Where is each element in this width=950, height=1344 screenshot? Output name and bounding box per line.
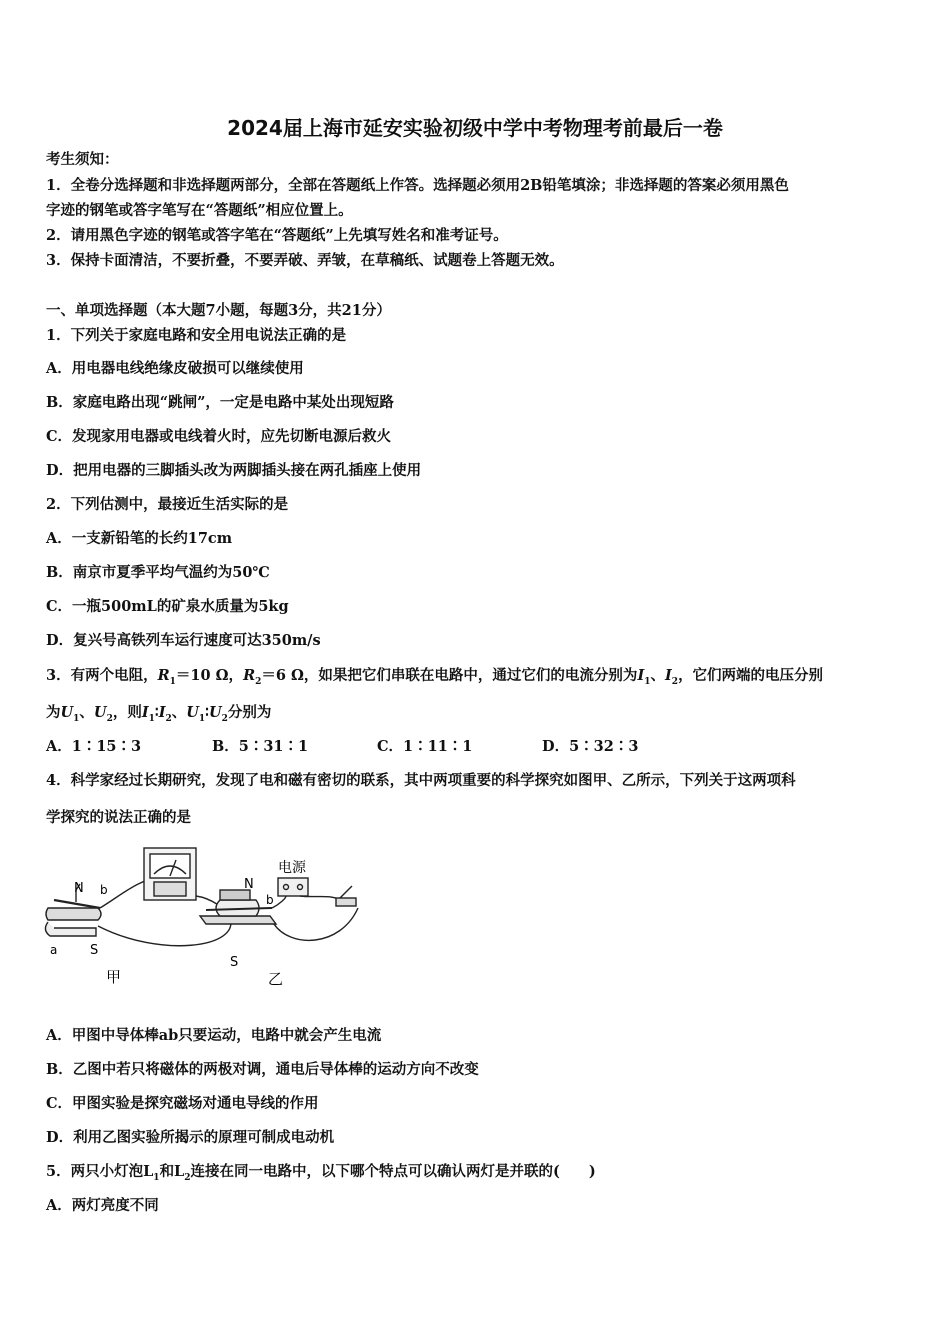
q4-stem-line2: 学探究的说法正确的是 — [46, 809, 191, 826]
figure-jia-N: N — [74, 881, 84, 896]
section-heading: 一、单项选择题（本大题7小题，每题3分，共21分） — [46, 302, 391, 319]
notice-item-2: 2．请用黑色字迹的钢笔或答字笔在“答题纸”上先填写姓名和准考证号。 — [46, 227, 508, 244]
figure-jia-label: 甲 — [106, 968, 122, 986]
figure-jia-S: S — [90, 943, 99, 958]
notice-item-1b: 字迹的钢笔或答字笔写在“答题纸”相应位置上。 — [46, 202, 353, 219]
notice-item-1a: 1．全卷分选择题和非选择题两部分，全部在答题纸上作答。选择题必须用2B铅笔填涂；非选择题的答案必须用黑色 — [46, 177, 789, 194]
figure-yi-b: b — [266, 893, 274, 907]
q2-option-b: B．南京市夏季平均气温约为50℃ — [46, 564, 270, 581]
notice-heading: 考生须知： — [46, 151, 119, 168]
figure-yi-S: S — [230, 955, 239, 970]
figure-jia-apparatus — [45, 848, 230, 946]
q4-stem-line1: 4．科学家经过长期研究，发现了电和磁有密切的联系，其中两项重要的科学探究如图甲、乙所示，下列关于这两项科 — [46, 772, 796, 789]
notice-item-3: 3．保持卡面清洁，不要折叠，不要弄破、弄皱，在草稿纸、试题卷上答题无效。 — [46, 252, 564, 269]
q3-option-b: B．5∶31∶1 — [212, 738, 309, 755]
figure-yi-label: 乙 — [268, 970, 284, 988]
figure-yi-power-label: 电源 — [278, 860, 306, 876]
figure-yi-N: N — [244, 877, 254, 892]
q3-option-c: C．1∶11∶1 — [377, 738, 473, 755]
q2-option-d: D．复兴号高铁列车运行速度可达350m/s — [46, 632, 321, 649]
figure-jia-a: a — [50, 943, 58, 957]
figure-yi-apparatus — [200, 878, 358, 940]
q3-option-d: D．5∶32∶3 — [542, 738, 639, 755]
q5-option-a: A．两灯亮度不同 — [46, 1197, 159, 1214]
exam-title: 2024届上海市延安实验初级中学中考物理考前最后一卷 — [227, 116, 723, 140]
q2-stem: 2．下列估测中，最接近生活实际的是 — [46, 496, 289, 513]
q3-option-a: A．1∶15∶3 — [46, 738, 142, 755]
q4-option-c: C．甲图实验是探究磁场对通电导线的作用 — [46, 1095, 319, 1112]
q4-option-b: B．乙图中若只将磁体的两极对调，通电后导体棒的运动方向不改变 — [46, 1061, 479, 1078]
q5-stem: 5．两只小灯泡$L_1$和$L_2$连接在同一电路中，以下哪个特点可以确认两灯是并联的( ) — [46, 1163, 596, 1183]
q1-option-d: D．把用电器的三脚插头改为两脚插头接在两孔插座上使用 — [46, 462, 422, 479]
q1-option-a: A．用电器电线绝缘皮破损可以继续使用 — [46, 360, 304, 377]
q3-stem-line2: 为$U_1$、$U_2$，则$I_1∶I_2$、$U_1∶U_2$分别为 — [46, 704, 272, 724]
q4-option-d: D．利用乙图实验所揭示的原理可制成电动机 — [46, 1129, 335, 1146]
q4-option-a: A．甲图中导体棒ab只要运动，电路中就会产生电流 — [46, 1027, 382, 1044]
q3-stem-line1: 3．有两个电阻，$R_1=10$ Ω，$R_2=6$ Ω，如果把它们串联在电路中，通过它们的电流分别为$I_1$、$I_2$，它们两端的电压分别 — [46, 667, 824, 687]
q1-option-b: B．家庭电路出现“跳闸”，一定是电路中某处出现短路 — [46, 394, 394, 411]
q1-stem: 1．下列关于家庭电路和安全用电说法正确的是 — [46, 327, 347, 344]
q3-options — [46, 737, 906, 757]
q4-figure — [40, 838, 380, 994]
q1-option-c: C．发现家用电器或电线着火时，应先切断电源后救火 — [46, 428, 392, 445]
figure-jia-b: b — [100, 883, 108, 897]
q2-option-a: A．一支新铅笔的长约17cm — [46, 530, 233, 547]
q2-option-c: C．一瓶500mL的矿泉水质量为5kg — [46, 598, 289, 615]
